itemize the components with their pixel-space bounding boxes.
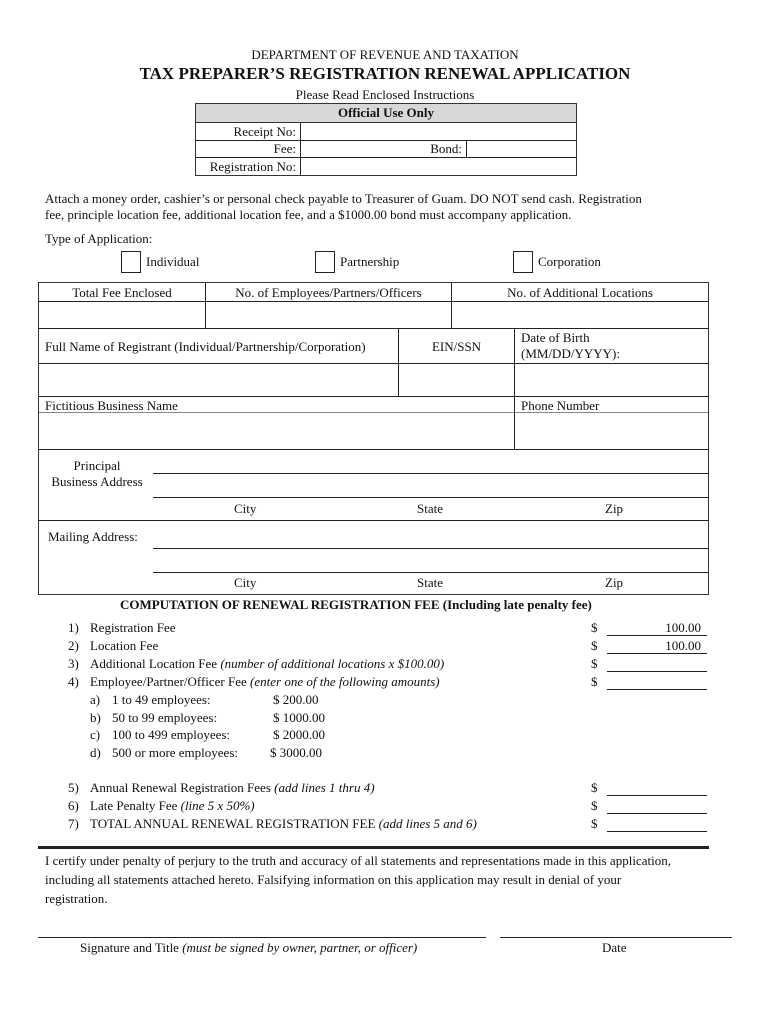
tier-c-amount: $ 2000.00 [273, 727, 325, 742]
computation-heading: COMPUTATION OF RENEWAL REGISTRATION FEE (Including late penalty fee) [120, 597, 592, 612]
item-4-label: Employee/Partner/Officer Fee (enter one of the following amounts) [90, 674, 440, 689]
dob-input[interactable] [516, 364, 707, 396]
instructions-line-1: Attach a money order, cashier’s or personal check payable to Treasurer of Guam. DO NOT send cash. Registration [45, 191, 642, 206]
item-7-label: TOTAL ANNUAL RENEWAL REGISTRATION FEE (add lines 5 and 6) [90, 816, 477, 831]
item-3-num: 3) [68, 656, 79, 671]
tier-d-amount: $ 3000.00 [270, 745, 322, 760]
department-name: DEPARTMENT OF REVENUE AND TAXATION [251, 47, 519, 62]
full-name-input[interactable] [40, 364, 397, 396]
employees-label: No. of Employees/Partners/Officers [235, 285, 422, 300]
item-6-num: 6) [68, 798, 79, 813]
fee-label: Fee: [273, 141, 296, 156]
signature-field[interactable] [38, 937, 486, 938]
item-1-amount: 100.00 [665, 620, 701, 635]
application-type-label: Type of Application: [45, 231, 153, 246]
item-7-dollar: $ [591, 816, 598, 831]
form-subtitle: Please Read Enclosed Instructions [295, 87, 475, 102]
tier-a-range: 1 to 49 employees: [112, 692, 211, 707]
item-1-num: 1) [68, 620, 79, 635]
tier-b-letter: b) [90, 710, 101, 725]
individual-label: Individual [146, 254, 200, 269]
item-6-label: Late Penalty Fee (line 5 x 50%) [90, 798, 255, 813]
phone-label: Phone Number [521, 398, 600, 413]
item-2-dollar: $ [591, 638, 598, 653]
date-field[interactable] [500, 937, 732, 938]
item-1-dollar: $ [591, 620, 598, 635]
instructions-line-2: fee, principle location fee, additional location fee, and a $1000.00 bond must accompany application. [45, 207, 572, 222]
item-4-dollar: $ [591, 674, 598, 689]
tier-a-amount: $ 200.00 [273, 692, 319, 707]
tier-b-range: 50 to 99 employees: [112, 710, 218, 725]
mailing-zip-label: Zip [605, 575, 624, 590]
item-4-num: 4) [68, 674, 79, 689]
total-fee-label: Total Fee Enclosed [72, 285, 172, 300]
fee-field[interactable] [302, 141, 412, 157]
tier-d-range: 500 or more employees: [112, 745, 238, 760]
receipt-label: Receipt No: [233, 124, 296, 139]
item-3-dollar: $ [591, 656, 598, 671]
item-3-amount-field[interactable] [607, 671, 707, 672]
item-6-amount-field[interactable] [607, 813, 707, 814]
registration-field[interactable] [302, 158, 574, 174]
item-3-label: Additional Location Fee (number of additional locations x $100.00) [90, 656, 445, 671]
partnership-label: Partnership [340, 254, 400, 269]
item-2-label: Location Fee [90, 638, 159, 653]
ein-label: EIN/SSN [431, 339, 482, 354]
item-6-dollar: $ [591, 798, 598, 813]
corporation-label: Corporation [538, 254, 601, 269]
signature-label: Signature and Title (must be signed by owner, partner, or officer) [80, 940, 418, 955]
mailing-address-label: Mailing Address: [48, 529, 138, 544]
mailing-state-label: State [417, 575, 443, 590]
receipt-field[interactable] [302, 123, 574, 139]
item-1-label: Registration Fee [90, 620, 176, 635]
official-use-heading: Official Use Only [196, 104, 576, 123]
item-7-amount-field[interactable] [607, 831, 707, 832]
mailing-address-line-2[interactable] [153, 572, 709, 573]
item-2-num: 2) [68, 638, 79, 653]
bond-field[interactable] [468, 141, 574, 157]
partnership-checkbox[interactable] [315, 251, 335, 273]
corporation-checkbox[interactable] [513, 251, 533, 273]
principal-state-label: State [417, 501, 443, 516]
item-5-label: Annual Renewal Registration Fees (add lines 1 thru 4) [90, 780, 375, 795]
tier-c-range: 100 to 499 employees: [112, 727, 231, 742]
certification-line-3: registration. [45, 891, 108, 906]
certification-line-2: including all statements attached hereto. Falsifying information on this application may result in denial of your [45, 872, 622, 887]
item-4-amount-field[interactable] [607, 689, 707, 690]
mailing-address-line-1[interactable] [153, 548, 709, 549]
date-label: Date [602, 940, 627, 955]
locations-label: No. of Additional Locations [507, 285, 653, 300]
certification-line-1: I certify under penalty of perjury to the truth and accuracy of all statements and representations made in this application, [45, 853, 671, 868]
total-fee-input[interactable] [40, 302, 204, 328]
tier-d-letter: d) [90, 745, 101, 760]
individual-checkbox[interactable] [121, 251, 141, 273]
tier-c-letter: c) [90, 727, 101, 742]
item-5-dollar: $ [591, 780, 598, 795]
employees-input[interactable] [207, 302, 450, 328]
registrant-table [38, 282, 709, 595]
dob-label: Date of Birth (MM/DD/YYYY): [521, 330, 620, 361]
principal-city-label: City [234, 501, 257, 516]
registration-label: Registration No: [209, 159, 296, 174]
principal-address-line-1[interactable] [153, 473, 709, 474]
fictitious-name-input[interactable] [40, 413, 513, 449]
principal-zip-label: Zip [605, 501, 624, 516]
mailing-city-label: City [234, 575, 257, 590]
item-2-amount: 100.00 [665, 638, 701, 653]
locations-input[interactable] [453, 302, 707, 328]
item-5-num: 5) [68, 780, 79, 795]
item-7-num: 7) [68, 816, 79, 831]
tier-a-letter: a) [90, 692, 101, 707]
bond-label: Bond: [430, 141, 462, 156]
tier-b-amount: $ 1000.00 [273, 710, 325, 725]
ein-input[interactable] [400, 364, 513, 396]
form-title: TAX PREPARER’S REGISTRATION RENEWAL APPLICATION [139, 64, 631, 83]
fictitious-name-label: Fictitious Business Name [45, 398, 178, 413]
principal-address-label: Principal Business Address [51, 458, 143, 489]
principal-address-line-2[interactable] [153, 497, 709, 498]
item-5-amount-field[interactable] [607, 795, 707, 796]
full-name-label: Full Name of Registrant (Individual/Partnership/Corporation) [45, 339, 366, 354]
certification-divider [38, 846, 709, 849]
phone-input[interactable] [516, 413, 707, 449]
official-use-box [195, 103, 577, 176]
